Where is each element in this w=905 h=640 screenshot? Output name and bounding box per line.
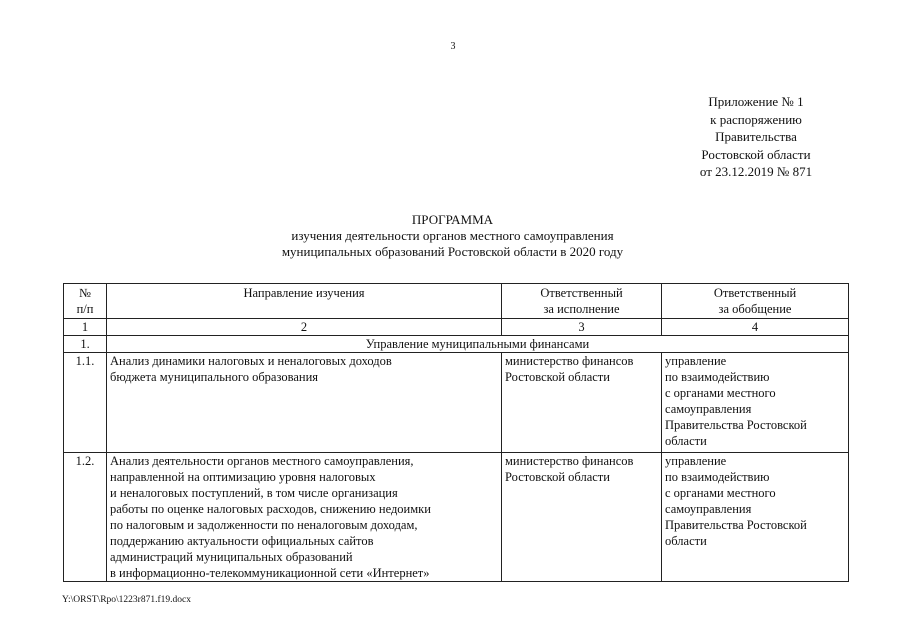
text-line: Правительства Ростовской <box>665 418 807 432</box>
section-num: 1. <box>64 336 107 353</box>
appendix-line: от 23.12.2019 № 871 <box>699 164 813 179</box>
text-line: работы по оценке налоговых расходов, снижению недоимки <box>110 502 431 516</box>
text-line: области <box>665 434 707 448</box>
header-text: за исполнение <box>543 302 620 316</box>
appendix-line: Ростовской области <box>701 146 811 162</box>
text-line: самоуправления <box>665 402 752 416</box>
appendix-block <box>640 93 872 181</box>
text-line: области <box>665 534 707 548</box>
text-line: бюджета муниципального образования <box>110 370 319 384</box>
text-line: министерство финансов <box>505 454 634 468</box>
column-number: 2 <box>107 319 502 336</box>
header-responsible-summary <box>662 284 849 319</box>
header-num <box>64 284 107 319</box>
text-line: Ростовской области <box>505 370 610 384</box>
row-num: 1.2. <box>64 453 107 582</box>
text-line: министерство финансов <box>505 354 634 368</box>
appendix-line: к распоряжению <box>710 111 802 127</box>
text-line: управление <box>665 454 727 468</box>
section-title: Управление муниципальными финансами <box>107 336 849 353</box>
header-text: за обобщение <box>718 302 792 316</box>
header-responsible-exec <box>502 284 662 319</box>
table-row <box>64 453 849 582</box>
column-number: 4 <box>662 319 849 336</box>
row-exec <box>502 353 662 453</box>
text-line: управление <box>665 354 727 368</box>
header-text: Ответственный <box>713 286 797 300</box>
row-summary <box>662 453 849 582</box>
text-line: самоуправления <box>665 502 752 516</box>
header-text: Ответственный <box>540 286 623 300</box>
header-text: № <box>79 286 91 300</box>
table-header-row <box>64 284 849 319</box>
header-direction <box>107 284 502 319</box>
text-line: Анализ динамики налоговых и неналоговых доходов <box>110 354 392 368</box>
title-subtitle: муниципальных образований Ростовской области в 2020 году <box>281 244 624 259</box>
header-text: Направление изучения <box>243 286 365 300</box>
row-num: 1.1. <box>64 353 107 453</box>
footer-file-path: Y:\ORST\Rpo\1223r871.f19.docx <box>62 595 191 605</box>
title-subtitle: изучения деятельности органов местного самоуправления <box>291 228 614 243</box>
column-number-row <box>64 319 849 336</box>
text-line: поддержанию актуальности официальных сайтов <box>110 534 374 548</box>
row-direction <box>107 453 502 582</box>
appendix-line: Приложение № 1 <box>708 94 804 109</box>
row-exec <box>502 453 662 582</box>
text-line: с органами местного <box>665 486 776 500</box>
text-line: по налоговым и задолженности по неналоговым доходам, <box>110 518 418 532</box>
document-title <box>150 212 755 260</box>
text-line: и неналоговых поступлений, в том числе организация <box>110 486 398 500</box>
column-number: 1 <box>64 319 107 336</box>
appendix-line: Правительства <box>715 129 797 144</box>
text-line: по взаимодействию <box>665 470 770 484</box>
title-heading: ПРОГРАММА <box>411 212 494 227</box>
text-line: направленной на оптимизацию уровня налоговых <box>110 470 376 484</box>
text-line: с органами местного <box>665 386 776 400</box>
text-line: в информационно-телекоммуникационной сети «Интернет» <box>110 566 430 580</box>
text-line: по взаимодействию <box>665 370 770 384</box>
header-text: п/п <box>76 302 94 316</box>
text-line: Правительства Ростовской <box>665 518 807 532</box>
column-number: 3 <box>502 319 662 336</box>
section-row <box>64 336 849 353</box>
row-direction <box>107 353 502 453</box>
page-number: 3 <box>450 41 456 52</box>
row-summary <box>662 353 849 453</box>
program-table <box>63 283 849 582</box>
text-line: Ростовской области <box>505 470 610 484</box>
text-line: Анализ деятельности органов местного самоуправления, <box>110 454 414 468</box>
text-line: администраций муниципальных образований <box>110 550 353 564</box>
table-row <box>64 353 849 453</box>
